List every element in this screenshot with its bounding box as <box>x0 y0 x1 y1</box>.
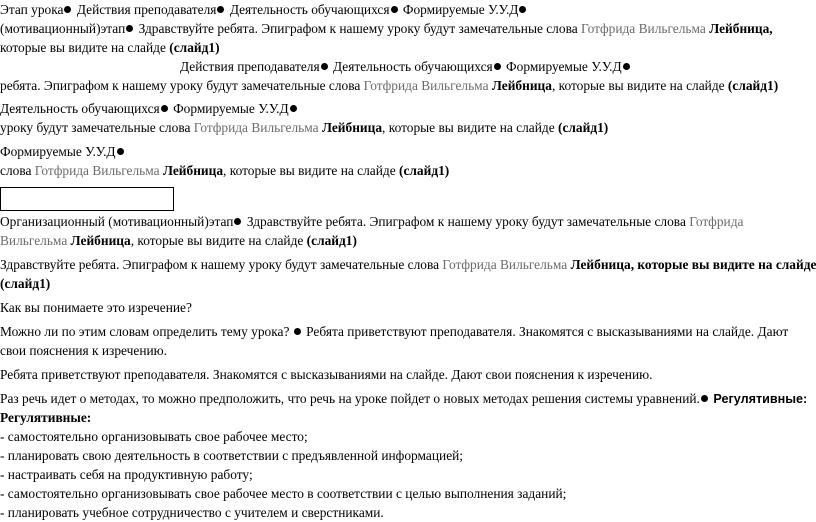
text-line <box>0 298 815 317</box>
text-run: которые вы видите на слайде <box>0 40 170 55</box>
bullet-dot-icon <box>234 218 241 225</box>
text-run: Можно ли по этим словам определить тему урока? <box>0 324 293 339</box>
list-item: - самостоятельно организовывать свое рабочее место; <box>0 429 308 444</box>
text-run: Ребята приветствуют преподавателя. Знакомятся с высказываниями на слайде. Дают свои пояснения к изречению. <box>0 367 653 382</box>
text-run: Формируемые У.У.Д <box>506 59 622 74</box>
slide-reference: (слайд1) <box>727 78 779 93</box>
text-line <box>0 322 815 341</box>
question-block <box>0 298 815 317</box>
text-run: Деятельность обучающихся <box>332 59 493 74</box>
text-run: Ребята приветствуют преподавателя. Знакомятся с высказываниями на слайде. Дают <box>302 324 789 339</box>
author-surname: Лейбница <box>318 120 383 135</box>
bullet-dot-icon <box>623 63 630 70</box>
author-name: Готфрида <box>689 214 744 229</box>
text-line <box>0 57 815 76</box>
author-name: Готфрида Вильгельма <box>442 257 568 272</box>
bullet-dot-icon <box>294 328 301 335</box>
author-surname: Лейбница <box>67 233 131 248</box>
author-name: Готфрида Вильгельма <box>581 21 706 36</box>
text-line <box>0 76 815 95</box>
text-line <box>0 212 815 231</box>
organizational-stage-block <box>0 212 815 250</box>
section-heading: Регулятивные: <box>0 410 92 425</box>
text-line <box>0 142 815 161</box>
author-surname: Лейбница, <box>705 21 773 36</box>
author-name: Готфрида Вильгельма <box>34 163 160 178</box>
text-run: Деятельность обучающихся <box>229 2 390 17</box>
section-label: Регулятивные: <box>709 392 808 406</box>
list-item: - самостоятельно организовывать свое рабочее место в соответствии с целью выполнения заданий; <box>0 486 567 501</box>
lesson-header-block <box>0 0 815 57</box>
author-name: Готфрида Вильгельма <box>363 78 489 93</box>
text-run: Действия преподавателя <box>76 2 217 17</box>
text-run: ребята. Эпиграфом к нашему уроку будут замечательные слова <box>0 78 364 93</box>
text-run: (мотивационный)этап <box>0 21 126 36</box>
bullet-dot-icon <box>321 63 328 70</box>
question-text: Как вы понимаете это изречение? <box>0 300 192 315</box>
text-line <box>0 38 815 57</box>
bullet-dot-icon <box>701 395 708 402</box>
bullet-dot-icon <box>117 148 124 155</box>
slide-reference: (слайд1) <box>306 233 357 248</box>
text-run: Формируемые У.У.Д <box>402 2 519 17</box>
text-line <box>0 389 815 408</box>
text-line <box>0 231 815 250</box>
text-line <box>0 118 815 137</box>
author-name: Вильгельма <box>0 233 68 248</box>
students-response-block <box>0 365 815 384</box>
text-line <box>0 99 815 118</box>
skills-block <box>0 142 815 180</box>
list-item: - планировать свою деятельность в соответствии с предъявленной информацией; <box>0 448 464 463</box>
author-name: Готфрида Вильгельма <box>193 120 319 135</box>
author-surname: Лейбница <box>159 163 224 178</box>
greeting-block <box>0 255 815 293</box>
bullet-dot-icon <box>391 6 398 13</box>
text-line <box>0 19 815 38</box>
text-line <box>0 255 815 274</box>
text-run: Организационный (мотивационный)этап <box>0 214 234 229</box>
topic-question-block <box>0 322 815 360</box>
bullet-dot-icon <box>126 25 133 32</box>
bullet-dot-icon <box>64 6 71 13</box>
bullet-dot-icon <box>494 63 501 70</box>
slide-reference: (слайд1) <box>0 276 51 291</box>
text-run: , которые вы видите на слайде <box>382 120 559 135</box>
text-line <box>0 161 815 180</box>
teacher-actions-block <box>0 57 815 95</box>
regulatory-block <box>0 389 815 522</box>
text-run: , которые вы видите на слайде <box>551 78 728 93</box>
student-activity-block <box>0 99 815 137</box>
slide-reference: (слайд1) <box>558 120 609 135</box>
slide-reference: (слайд1) <box>399 163 450 178</box>
bullet-dot-icon <box>290 105 297 112</box>
author-surname: Лейбница <box>567 257 631 272</box>
text-run: , которые вы видите на слайде <box>630 257 816 272</box>
text-run: свои пояснения к изречению. <box>0 343 168 358</box>
text-run: Деятельность обучающихся <box>0 101 160 116</box>
text-run: Формируемые У.У.Д <box>173 101 289 116</box>
text-run: , которые вы видите на слайде <box>130 233 307 248</box>
author-surname: Лейбница <box>488 78 552 93</box>
text-run: уроку будут замечательные слова <box>0 120 194 135</box>
text-line <box>0 0 815 19</box>
text-run: Этап урока <box>0 2 64 17</box>
bullet-dot-icon <box>519 6 526 13</box>
text-run: слова <box>0 163 35 178</box>
empty-table-cell <box>0 187 174 211</box>
text-line <box>0 274 815 293</box>
text-run: Здравствуйте ребята. Эпиграфом к нашему уроку будут замечательные слова <box>138 21 582 36</box>
slide-reference: (слайд1) <box>169 40 220 55</box>
list-item: - планировать учебное сотрудничество с учителем и сверстниками. <box>0 505 384 520</box>
text-line <box>0 365 815 384</box>
text-run: Действия преподавателя <box>180 59 320 74</box>
text-run: Здравствуйте ребята. Эпиграфом к нашему уроку будут замечательные слова <box>0 257 443 272</box>
bullet-dot-icon <box>217 6 224 13</box>
text-run: Здравствуйте ребята. Эпиграфом к нашему уроку будут замечательные слова <box>246 214 690 229</box>
text-line <box>0 341 815 360</box>
bullet-dot-icon <box>161 105 168 112</box>
text-run: Раз речь идет о методах, то можно предположить, что речь на уроке пойдет о новых методах решения системы уравнений. <box>0 391 700 406</box>
text-run: , которые вы видите на слайде <box>223 163 400 178</box>
text-run: Формируемые У.У.Д <box>0 144 116 159</box>
list-item: - настраивать себя на продуктивную работу; <box>0 467 253 482</box>
